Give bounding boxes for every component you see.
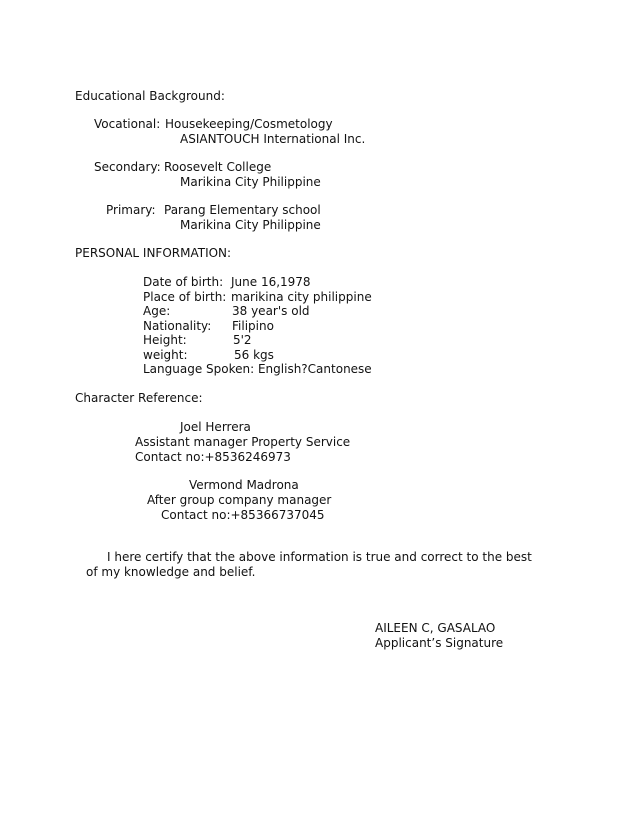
language-line: Language Spoken: English?Cantonese — [143, 362, 372, 376]
nationality-label: Nationality: — [143, 319, 212, 333]
ref1-name: Joel Herrera — [180, 420, 251, 434]
primary-location: Marikina City Philippine — [180, 218, 321, 232]
ref2-contact: Contact no:+85366737045 — [161, 508, 325, 522]
education-heading: Educational Background: — [75, 89, 225, 103]
ref2-name: Vermond Madrona — [189, 478, 299, 492]
primary-school: Parang Elementary school — [164, 203, 321, 217]
certification-line1: I here certify that the above information is true and correct to the best — [107, 550, 532, 564]
secondary-school: Roosevelt College — [164, 160, 272, 174]
secondary-label: Secondary: — [94, 160, 161, 174]
vocational-course: Housekeeping/Cosmetology — [165, 117, 333, 131]
dob-label: Date of birth: — [143, 275, 224, 289]
certification-line2: of my knowledge and belief. — [86, 565, 256, 579]
pob-label: Place of birth: — [143, 290, 227, 304]
signature-name: AILEEN C, GASALAO — [375, 621, 496, 635]
signature-caption: Applicant’s Signature — [375, 636, 504, 650]
weight-value: 56 kgs — [234, 348, 274, 362]
dob-value: June 16,1978 — [231, 275, 311, 289]
ref1-title: Assistant manager Property Service — [135, 435, 351, 449]
vocational-label: Vocational: — [94, 117, 161, 131]
primary-label: Primary: — [106, 203, 156, 217]
reference-heading: Character Reference: — [75, 391, 203, 405]
height-value: 5'2 — [233, 333, 252, 347]
ref2-title: After group company manager — [147, 493, 332, 507]
pob-value: marikina city philippine — [231, 290, 372, 304]
vocational-school: ASIANTOUCH International Inc. — [180, 132, 366, 146]
age-label: Age: — [143, 304, 171, 318]
height-label: Height: — [143, 333, 187, 347]
ref1-contact: Contact no:+8536246973 — [135, 450, 291, 464]
secondary-location: Marikina City Philippine — [180, 175, 321, 189]
nationality-value: Filipino — [232, 319, 274, 333]
age-value: 38 year's old — [232, 304, 310, 318]
personal-heading: PERSONAL INFORMATION: — [75, 246, 232, 260]
weight-label: weight: — [143, 348, 188, 362]
